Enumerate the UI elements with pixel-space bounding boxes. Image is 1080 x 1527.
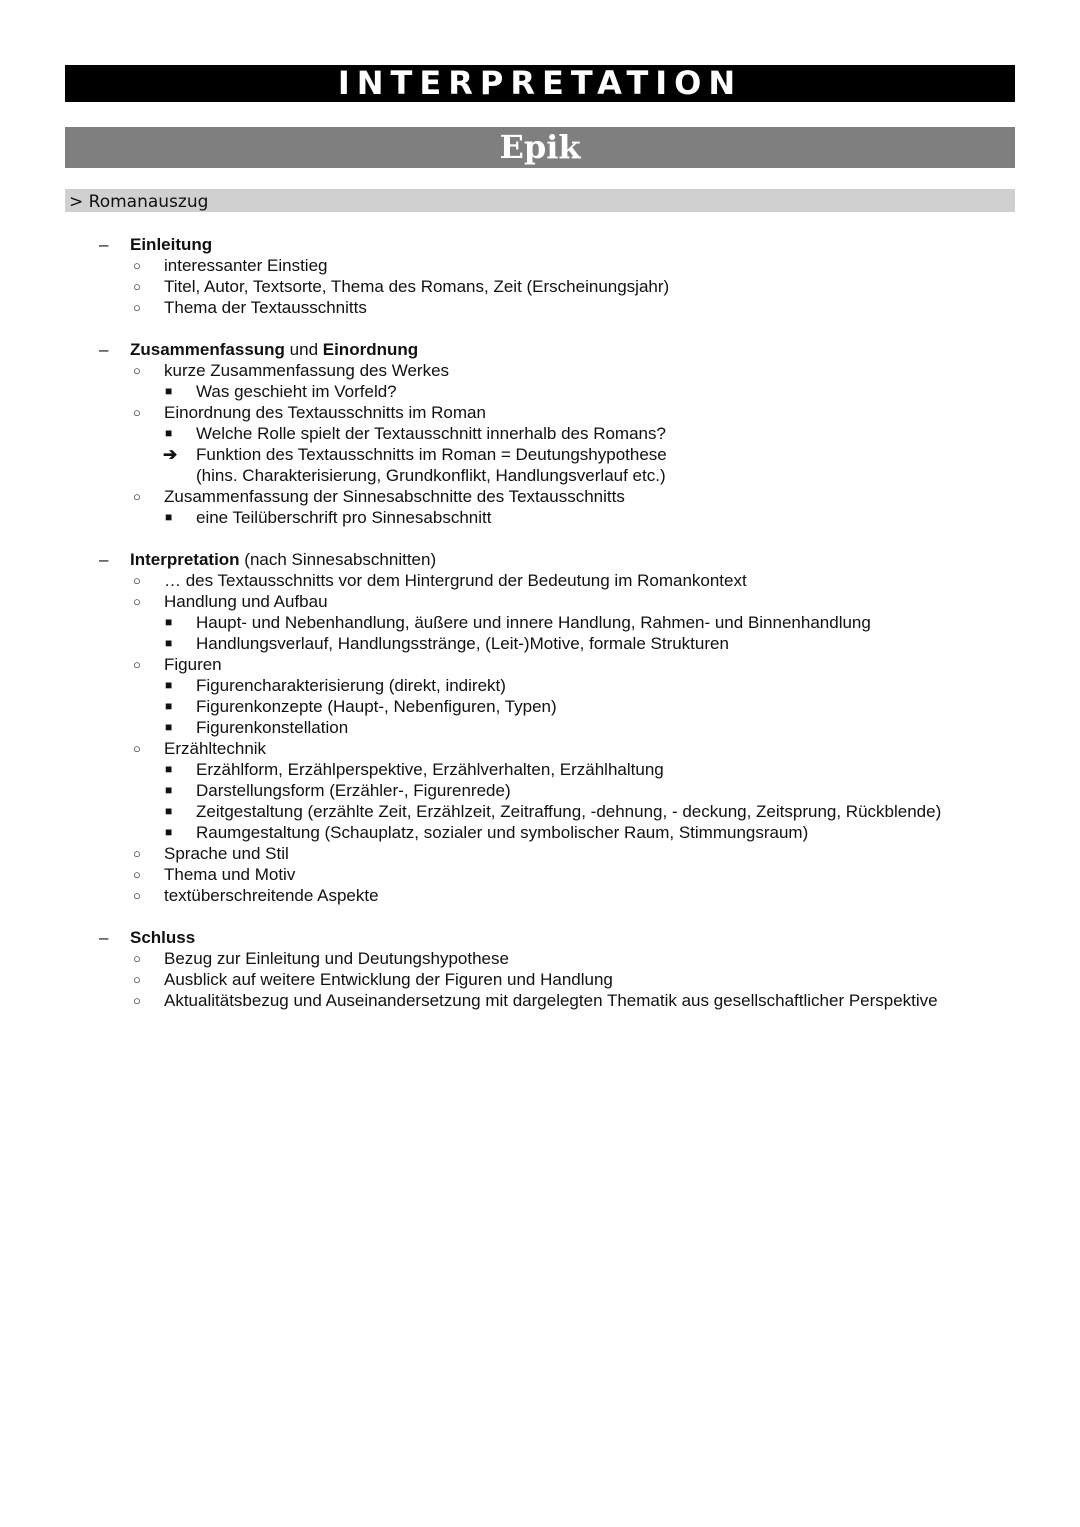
circle-bullet-icon: ○ bbox=[133, 300, 141, 315]
list-item bbox=[0, 885, 1080, 906]
list-item bbox=[0, 255, 1080, 276]
outline-section bbox=[0, 927, 1080, 1011]
list-item-text: Raumgestaltung (Schauplatz, sozialer und symbolischer Raum, Stimmungsraum) bbox=[196, 823, 809, 842]
list-item-text: Einordnung des Textausschnitts im Roman bbox=[164, 403, 486, 422]
circle-bullet-icon: ○ bbox=[133, 741, 141, 756]
circle-bullet-icon: ○ bbox=[133, 657, 141, 672]
list-item-text: Figurenkonstellation bbox=[196, 718, 349, 737]
square-bullet-icon: ■ bbox=[165, 510, 173, 524]
square-bullet-icon: ■ bbox=[165, 615, 173, 629]
dash-bullet-icon: – bbox=[99, 235, 109, 254]
square-bullet-icon: ■ bbox=[165, 720, 173, 734]
list-item-text: Figurenkonzepte (Haupt-, Nebenfiguren, Typen) bbox=[196, 697, 557, 716]
circle-bullet-icon: ○ bbox=[133, 951, 141, 966]
outline-section bbox=[0, 234, 1080, 318]
square-bullet-icon: ■ bbox=[165, 426, 173, 440]
list-item bbox=[0, 801, 1080, 822]
list-item-text: Haupt- und Nebenhandlung, äußere und innere Handlung, Rahmen- und Binnenhandlung bbox=[196, 613, 871, 632]
list-item bbox=[0, 738, 1080, 759]
outline-heading bbox=[0, 339, 1080, 360]
list-item bbox=[0, 402, 1080, 423]
list-item bbox=[0, 360, 1080, 381]
list-item-text: Handlungsverlauf, Handlungsstränge, (Leit-)Motive, formale Strukturen bbox=[196, 634, 729, 653]
circle-bullet-icon: ○ bbox=[133, 258, 141, 273]
list-item-text: Erzählform, Erzählperspektive, Erzählverhalten, Erzählhaltung bbox=[196, 760, 664, 779]
list-item bbox=[0, 381, 1080, 402]
list-item-text: (hins. Charakterisierung, Grundkonflikt, Handlungsverlauf etc.) bbox=[196, 466, 666, 485]
outline-section bbox=[0, 339, 1080, 528]
list-item bbox=[0, 696, 1080, 717]
square-bullet-icon: ■ bbox=[165, 825, 173, 839]
list-item-text: Figuren bbox=[164, 655, 222, 674]
list-item-text: Handlung und Aufbau bbox=[164, 592, 328, 611]
list-item bbox=[0, 948, 1080, 969]
list-item bbox=[0, 654, 1080, 675]
list-item-text: Sprache und Stil bbox=[164, 844, 289, 863]
list-item-text: Darstellungsform (Erzähler-, Figurenrede) bbox=[196, 781, 511, 800]
square-bullet-icon: ■ bbox=[165, 678, 173, 692]
list-item bbox=[0, 969, 1080, 990]
list-item bbox=[0, 864, 1080, 885]
list-item bbox=[0, 486, 1080, 507]
list-item-text: Figurencharakterisierung (direkt, indirekt) bbox=[196, 676, 506, 695]
circle-bullet-icon: ○ bbox=[133, 279, 141, 294]
list-item-text: Ausblick auf weitere Entwicklung der Figuren und Handlung bbox=[164, 970, 613, 989]
list-item-text: textüberschreitende Aspekte bbox=[164, 886, 379, 905]
list-item bbox=[0, 780, 1080, 801]
page-title: INTERPRETATION bbox=[65, 65, 1015, 102]
heading-text: Interpretation bbox=[130, 550, 240, 569]
dash-bullet-icon: – bbox=[99, 550, 109, 569]
list-item-text: Funktion des Textausschnitts im Roman = Deutungshypothese bbox=[196, 445, 667, 464]
circle-bullet-icon: ○ bbox=[133, 846, 141, 861]
heading-text: und bbox=[284, 340, 323, 359]
circle-bullet-icon: ○ bbox=[133, 867, 141, 882]
list-item-text: Titel, Autor, Textsorte, Thema des Romans, Zeit (Erscheinungsjahr) bbox=[164, 277, 670, 296]
circle-bullet-icon: ○ bbox=[133, 573, 141, 588]
list-item bbox=[0, 465, 1080, 486]
outline-heading bbox=[0, 549, 1080, 570]
list-item bbox=[0, 444, 1080, 465]
list-item bbox=[0, 423, 1080, 444]
list-item bbox=[0, 276, 1080, 297]
outline-section bbox=[0, 549, 1080, 906]
outline-heading bbox=[0, 234, 1080, 255]
square-bullet-icon: ■ bbox=[165, 699, 173, 713]
list-item-text: Thema der Textausschnitts bbox=[164, 298, 367, 317]
list-item-text: Aktualitätsbezug und Auseinandersetzung mit dargelegten Thematik aus gesellschaftlicher Perspektive bbox=[164, 991, 938, 1010]
list-item-text: kurze Zusammenfassung des Werkes bbox=[164, 361, 450, 380]
list-item bbox=[0, 570, 1080, 591]
arrow-bullet-icon: ➔ bbox=[163, 445, 178, 464]
section-header bbox=[65, 189, 1015, 212]
list-item bbox=[0, 843, 1080, 864]
list-item bbox=[0, 507, 1080, 528]
list-item-text: … des Textausschnitts vor dem Hintergrund der Bedeutung im Romankontext bbox=[164, 571, 747, 590]
dash-bullet-icon: – bbox=[99, 340, 109, 359]
list-item-text: Erzähltechnik bbox=[164, 739, 267, 758]
list-item-text: Thema und Motiv bbox=[164, 865, 296, 884]
square-bullet-icon: ■ bbox=[165, 384, 173, 398]
outline-content bbox=[0, 234, 1080, 1032]
list-item bbox=[0, 759, 1080, 780]
circle-bullet-icon: ○ bbox=[133, 972, 141, 987]
page-subtitle: Epik bbox=[65, 127, 1015, 168]
list-item-text: Zusammenfassung der Sinnesabschnitte des Textausschnitts bbox=[164, 487, 625, 506]
square-bullet-icon: ■ bbox=[165, 636, 173, 650]
heading-text: Schluss bbox=[130, 928, 196, 947]
circle-bullet-icon: ○ bbox=[133, 888, 141, 903]
heading-text: Einordnung bbox=[322, 340, 419, 359]
circle-bullet-icon: ○ bbox=[133, 363, 141, 378]
list-item-text: Bezug zur Einleitung und Deutungshypothese bbox=[164, 949, 509, 968]
list-item bbox=[0, 297, 1080, 318]
section-header-label: > Romanauszug bbox=[69, 192, 209, 212]
square-bullet-icon: ■ bbox=[165, 783, 173, 797]
list-item bbox=[0, 591, 1080, 612]
list-item bbox=[0, 990, 1080, 1011]
outline-heading bbox=[0, 927, 1080, 948]
dash-bullet-icon: – bbox=[99, 928, 109, 947]
list-item bbox=[0, 612, 1080, 633]
circle-bullet-icon: ○ bbox=[133, 993, 141, 1008]
square-bullet-icon: ■ bbox=[165, 762, 173, 776]
list-item bbox=[0, 633, 1080, 654]
circle-bullet-icon: ○ bbox=[133, 594, 141, 609]
heading-text: Zusammenfassung bbox=[130, 340, 285, 359]
list-item bbox=[0, 717, 1080, 738]
list-item-text: Was geschieht im Vorfeld? bbox=[196, 382, 397, 401]
square-bullet-icon: ■ bbox=[165, 804, 173, 818]
heading-text: Einleitung bbox=[130, 235, 213, 254]
list-item-text: eine Teilüberschrift pro Sinnesabschnitt bbox=[196, 508, 492, 527]
list-item bbox=[0, 675, 1080, 696]
list-item-text: Zeitgestaltung (erzählte Zeit, Erzählzeit, Zeitraffung, -dehnung, - deckung, Zeitsprung, Rückblende) bbox=[196, 802, 942, 821]
list-item bbox=[0, 822, 1080, 843]
list-item-text: interessanter Einstieg bbox=[164, 256, 328, 275]
circle-bullet-icon: ○ bbox=[133, 405, 141, 420]
circle-bullet-icon: ○ bbox=[133, 489, 141, 504]
list-item-text: Welche Rolle spielt der Textausschnitt innerhalb des Romans? bbox=[196, 424, 666, 443]
heading-text: (nach Sinnesabschnitten) bbox=[239, 550, 437, 569]
